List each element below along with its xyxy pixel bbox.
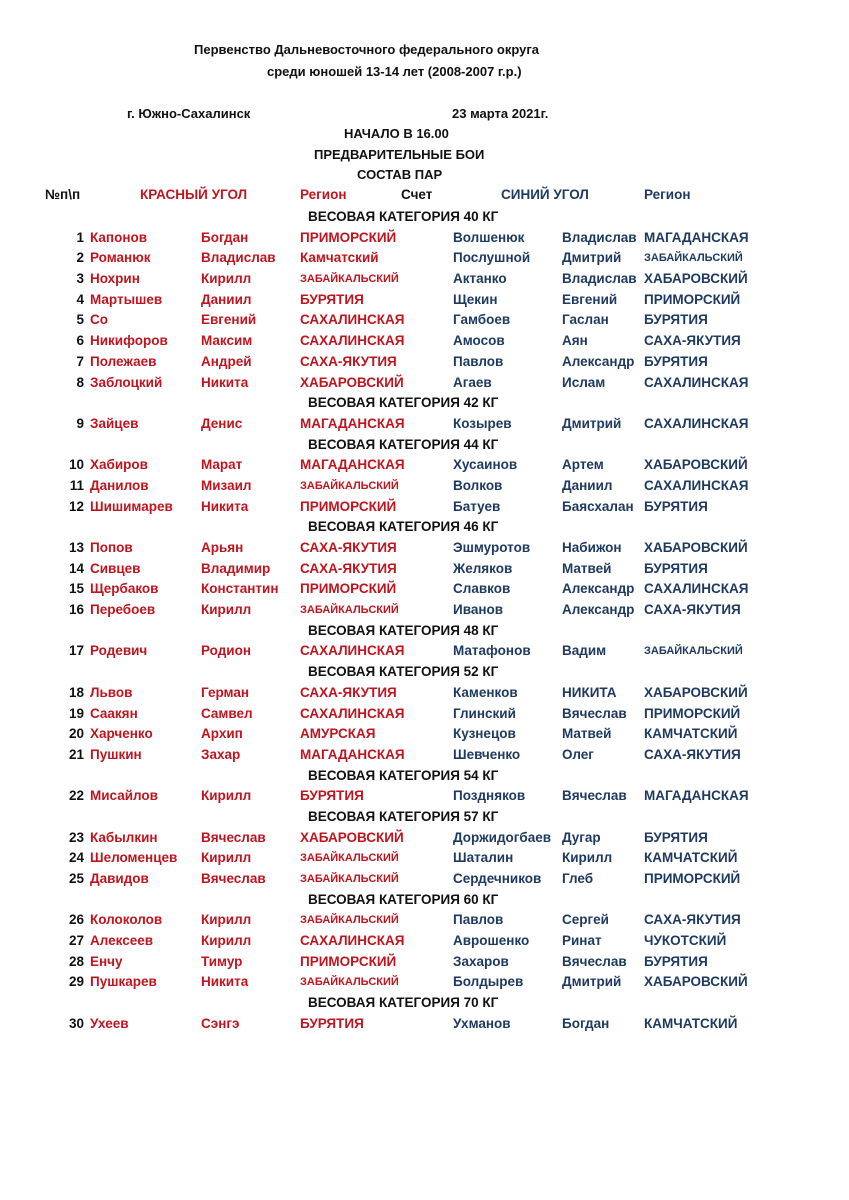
- blue-corner-surname: Ухманов: [453, 1015, 511, 1031]
- red-corner-name: Герман: [201, 684, 250, 700]
- blue-corner-surname: Актанко: [453, 271, 507, 287]
- bout-number: 2: [76, 250, 84, 266]
- red-corner-name: Самвел: [201, 705, 253, 721]
- blue-corner-name: Кирилл: [562, 850, 613, 866]
- red-corner-surname: Родевич: [90, 643, 148, 659]
- blue-corner-name: Артем: [562, 457, 604, 473]
- red-corner-surname: Енчу: [90, 953, 123, 969]
- red-corner-region: САХА-ЯКУТИЯ: [300, 353, 397, 369]
- bout-number: 26: [68, 912, 84, 928]
- blue-corner-surname: Щекин: [453, 291, 498, 307]
- weight-category-row: [0, 890, 849, 911]
- bout-row: [0, 373, 849, 394]
- document-subtitle: среди юношей 13-14 лет (2008-2007 г.р.): [267, 64, 522, 79]
- red-corner-name: Вячеслав: [201, 829, 266, 845]
- red-corner-name: Андрей: [201, 353, 252, 369]
- blue-corner-surname: Захаров: [453, 953, 509, 969]
- red-corner-region: Камчатский: [300, 250, 379, 266]
- column-blue-region: Регион: [644, 187, 691, 202]
- red-corner-surname: Мисайлов: [90, 788, 158, 804]
- weight-category-label: ВЕСОВАЯ КАТЕГОРИЯ 48 КГ: [308, 622, 499, 638]
- bout-row: [0, 786, 849, 807]
- red-corner-name: Кирилл: [201, 271, 252, 287]
- blue-corner-surname: Шевченко: [453, 746, 521, 762]
- red-corner-region: МАГАДАНСКАЯ: [300, 415, 405, 431]
- red-corner-surname: Пушкин: [90, 746, 142, 762]
- blue-corner-name: Владислав: [562, 229, 637, 245]
- start-time: НАЧАЛО В 16.00: [344, 126, 449, 141]
- blue-corner-region: САХА-ЯКУТИЯ: [644, 333, 741, 349]
- blue-corner-name: Глеб: [562, 871, 594, 886]
- weight-category-label: ВЕСОВАЯ КАТЕГОРИЯ 40 КГ: [308, 209, 499, 224]
- bout-number: 17: [68, 643, 84, 659]
- weight-category-row: [0, 435, 849, 456]
- bout-row: [0, 931, 849, 952]
- blue-corner-surname: Болдырев: [453, 974, 524, 990]
- blue-corner-name: Гаслан: [562, 312, 609, 328]
- blue-corner-surname: Козырев: [453, 415, 512, 431]
- blue-corner-name: Набижон: [562, 540, 622, 555]
- blue-corner-name: Евгений: [562, 291, 618, 307]
- blue-corner-region: КАМЧАТСКИЙ: [644, 1015, 738, 1031]
- blue-corner-region: САХА-ЯКУТИЯ: [644, 602, 741, 618]
- blue-corner-surname: Павлов: [453, 912, 504, 928]
- blue-corner-surname: Доржидогбаев: [453, 829, 552, 845]
- red-corner-surname: Шишимарев: [90, 498, 173, 514]
- blue-corner-name: Ринат: [562, 933, 602, 949]
- bout-row: [0, 290, 849, 311]
- red-corner-surname: Попов: [90, 540, 133, 555]
- column-number: №п\п: [45, 187, 81, 202]
- blue-corner-region: ЗАБАЙКАЛЬСКИЙ: [644, 645, 743, 658]
- bout-number: 5: [76, 312, 84, 328]
- weight-category-row: [0, 807, 849, 828]
- bout-number: 19: [68, 705, 84, 721]
- column-blue-corner: СИНИЙ УГОЛ: [501, 187, 589, 202]
- blue-corner-name: Вячеслав: [562, 953, 627, 969]
- blue-corner-name: Ислам: [562, 374, 606, 390]
- red-corner-name: Владимир: [201, 560, 271, 576]
- blue-corner-surname: Глинский: [453, 705, 516, 721]
- red-corner-name: Максим: [201, 333, 253, 349]
- blue-corner-region: БУРЯТИЯ: [644, 353, 708, 369]
- bout-number: 29: [68, 974, 84, 990]
- blue-corner-surname: Волшенюк: [453, 229, 525, 245]
- blue-corner-region: ПРИМОРСКИЙ: [644, 871, 741, 886]
- red-corner-name: Сэнгэ: [201, 1015, 240, 1031]
- red-corner-name: Родион: [201, 643, 252, 659]
- red-corner-region: БУРЯТИЯ: [300, 291, 364, 307]
- red-corner-region: САХА-ЯКУТИЯ: [300, 684, 397, 700]
- blue-corner-region: БУРЯТИЯ: [644, 829, 708, 845]
- red-corner-region: БУРЯТИЯ: [300, 788, 364, 804]
- bout-number: 16: [68, 602, 84, 618]
- red-corner-surname: Со: [90, 312, 108, 328]
- bout-row: [0, 869, 849, 890]
- blue-corner-surname: Гамбоев: [453, 312, 511, 328]
- bout-number: 14: [68, 560, 84, 576]
- bout-row: [0, 972, 849, 993]
- red-corner-region: ЗАБАЙКАЛЬСКИЙ: [300, 479, 399, 492]
- red-corner-name: Архип: [201, 726, 243, 742]
- weight-category-label: ВЕСОВАЯ КАТЕГОРИЯ 70 КГ: [308, 995, 499, 1011]
- column-score: Счет: [401, 187, 433, 202]
- bout-number: 13: [68, 540, 84, 555]
- blue-corner-name: Дмитрий: [562, 250, 622, 266]
- bout-row: [0, 559, 849, 580]
- red-corner-region: САХАЛИНСКАЯ: [300, 312, 405, 328]
- pairs-table: [0, 207, 849, 1035]
- weight-category-row: [0, 517, 849, 538]
- weight-category-label: ВЕСОВАЯ КАТЕГОРИЯ 52 КГ: [308, 664, 499, 680]
- bout-row: [0, 310, 849, 331]
- red-corner-region: БУРЯТИЯ: [300, 1015, 364, 1031]
- bout-number: 24: [68, 850, 84, 866]
- pairs-title: СОСТАВ ПАР: [357, 167, 443, 182]
- red-corner-region: МАГАДАНСКАЯ: [300, 457, 405, 473]
- blue-corner-region: ХАБАРОВСКИЙ: [644, 457, 748, 473]
- bout-row: [0, 248, 849, 269]
- red-corner-region: ЗАБАЙКАЛЬСКИЙ: [300, 852, 399, 865]
- blue-corner-region: САХАЛИНСКАЯ: [644, 477, 749, 493]
- red-corner-surname: Кабылкин: [90, 829, 158, 845]
- bout-row: [0, 269, 849, 290]
- blue-corner-region: САХА-ЯКУТИЯ: [644, 912, 741, 928]
- column-red-region: Регион: [300, 187, 347, 202]
- event-date: 23 марта 2021г.: [452, 106, 549, 121]
- blue-corner-name: Александр: [562, 353, 635, 369]
- red-corner-surname: Нохрин: [90, 271, 140, 287]
- red-corner-name: Кирилл: [201, 788, 252, 804]
- red-corner-surname: Хабиров: [90, 457, 148, 473]
- bout-row: [0, 497, 849, 518]
- blue-corner-region: САХАЛИНСКАЯ: [644, 581, 749, 597]
- red-corner-surname: Заблоцкий: [90, 374, 163, 390]
- red-corner-surname: Перебоев: [90, 602, 156, 618]
- bout-number: 11: [69, 477, 84, 493]
- blue-corner-surname: Поздняков: [453, 788, 526, 804]
- blue-corner-surname: Амосов: [453, 333, 505, 349]
- bout-number: 28: [68, 953, 84, 969]
- blue-corner-surname: Иванов: [453, 602, 504, 618]
- bout-row: [0, 352, 849, 373]
- red-corner-surname: Ухеев: [90, 1015, 129, 1031]
- weight-category-label: ВЕСОВАЯ КАТЕГОРИЯ 46 КГ: [308, 519, 499, 535]
- bout-number: 15: [68, 581, 84, 597]
- document-title: Первенство Дальневосточного федерального округа: [194, 42, 539, 57]
- bout-row: [0, 414, 849, 435]
- bout-row: [0, 600, 849, 621]
- bout-number: 12: [68, 498, 84, 514]
- bout-number: 6: [76, 333, 84, 349]
- blue-corner-name: НИКИТА: [562, 684, 617, 700]
- red-corner-region: САХАЛИНСКАЯ: [300, 333, 405, 349]
- red-corner-name: Мизаил: [201, 477, 252, 493]
- red-corner-region: ЗАБАЙКАЛЬСКИЙ: [300, 873, 399, 885]
- blue-corner-name: Даниил: [562, 477, 613, 493]
- red-corner-name: Владислав: [201, 250, 276, 266]
- blue-corner-surname: Славков: [453, 581, 511, 597]
- blue-corner-name: Вячеслав: [562, 788, 627, 804]
- blue-corner-surname: Аврошенко: [453, 933, 530, 949]
- blue-corner-name: Сергей: [562, 912, 609, 928]
- red-corner-region: САХАЛИНСКАЯ: [300, 705, 405, 721]
- bout-number: 21: [68, 746, 84, 762]
- red-corner-surname: Колоколов: [90, 912, 163, 928]
- bout-row: [0, 538, 849, 559]
- blue-corner-surname: Матафонов: [453, 643, 531, 659]
- blue-corner-name: Александр: [562, 602, 635, 618]
- red-corner-surname: Харченко: [90, 726, 153, 742]
- blue-corner-name: Александр: [562, 581, 635, 597]
- bout-number: 4: [76, 291, 84, 307]
- bout-row: [0, 952, 849, 973]
- blue-corner-surname: Желяков: [453, 560, 513, 576]
- red-corner-name: Денис: [201, 415, 243, 431]
- bout-number: 8: [76, 374, 84, 390]
- red-corner-name: Константин: [201, 581, 279, 597]
- red-corner-region: САХАЛИНСКАЯ: [300, 643, 405, 659]
- bout-row: [0, 848, 849, 869]
- red-corner-name: Тимур: [201, 953, 243, 969]
- red-corner-name: Кирилл: [201, 602, 252, 618]
- blue-corner-name: Матвей: [562, 560, 612, 576]
- weight-category-row: [0, 207, 849, 228]
- red-corner-region: ЗАБАЙКАЛЬСКИЙ: [300, 273, 399, 286]
- blue-corner-region: ХАБАРОВСКИЙ: [644, 271, 748, 287]
- red-corner-region: ПРИМОРСКИЙ: [300, 581, 397, 597]
- red-corner-region: ЗАБАЙКАЛЬСКИЙ: [300, 914, 399, 927]
- red-corner-name: Марат: [201, 457, 243, 473]
- bout-number: 10: [68, 457, 84, 473]
- blue-corner-surname: Эшмуротов: [453, 540, 531, 555]
- column-red-corner: КРАСНЫЙ УГОЛ: [140, 187, 248, 202]
- red-corner-region: ЗАБАЙКАЛЬСКИЙ: [300, 604, 399, 617]
- blue-corner-surname: Батуев: [453, 498, 501, 514]
- blue-corner-surname: Каменков: [453, 684, 518, 700]
- blue-corner-region: ХАБАРОВСКИЙ: [644, 684, 748, 700]
- bout-row: [0, 745, 849, 766]
- blue-corner-surname: Кузнецов: [453, 726, 516, 742]
- red-corner-name: Даниил: [201, 291, 252, 307]
- blue-corner-region: САХАЛИНСКАЯ: [644, 374, 749, 390]
- red-corner-name: Кирилл: [201, 850, 252, 866]
- weight-category-row: [0, 393, 849, 414]
- bout-row: [0, 910, 849, 931]
- red-corner-region: ПРИМОРСКИЙ: [300, 498, 397, 514]
- blue-corner-region: БУРЯТИЯ: [644, 312, 708, 328]
- blue-corner-name: Баясхалан: [562, 498, 634, 514]
- red-corner-region: САХАЛИНСКАЯ: [300, 933, 405, 949]
- bout-number: 20: [68, 726, 84, 742]
- red-corner-surname: Саакян: [90, 705, 138, 721]
- blue-corner-name: Матвей: [562, 726, 612, 742]
- blue-corner-region: БУРЯТИЯ: [644, 953, 708, 969]
- blue-corner-region: КАМЧАТСКИЙ: [644, 726, 738, 742]
- bout-row: [0, 828, 849, 849]
- red-corner-region: ЗАБАЙКАЛЬСКИЙ: [300, 976, 399, 989]
- blue-corner-name: Дмитрий: [562, 974, 622, 990]
- stage-title: ПРЕДВАРИТЕЛЬНЫЕ БОИ: [314, 147, 485, 162]
- blue-corner-region: МАГАДАНСКАЯ: [644, 229, 749, 245]
- bout-row: [0, 641, 849, 662]
- red-corner-surname: Данилов: [90, 477, 149, 493]
- red-corner-surname: Шеломенцев: [90, 850, 178, 866]
- red-corner-region: АМУРСКАЯ: [300, 726, 376, 742]
- bout-number: 18: [68, 684, 84, 700]
- blue-corner-name: Владислав: [562, 271, 637, 287]
- red-corner-name: Евгений: [201, 312, 257, 328]
- blue-corner-surname: Агаев: [453, 374, 492, 390]
- bout-row: [0, 455, 849, 476]
- red-corner-surname: Романюк: [90, 250, 151, 266]
- blue-corner-name: Олег: [562, 746, 594, 762]
- red-corner-region: САХА-ЯКУТИЯ: [300, 560, 397, 576]
- red-corner-region: ПРИМОРСКИЙ: [300, 953, 397, 969]
- bout-number: 7: [76, 353, 84, 369]
- blue-corner-surname: Шаталин: [453, 850, 514, 866]
- red-corner-name: Богдан: [201, 229, 249, 245]
- red-corner-surname: Алексеев: [90, 933, 154, 949]
- blue-corner-name: Дугар: [562, 829, 601, 845]
- blue-corner-name: Богдан: [562, 1015, 610, 1031]
- bout-number: 30: [68, 1015, 84, 1031]
- red-corner-name: Кирилл: [201, 912, 252, 928]
- blue-corner-name: Аян: [562, 333, 588, 349]
- bout-number: 1: [76, 229, 84, 245]
- red-corner-name: Вячеслав: [201, 871, 266, 886]
- red-corner-surname: Пушкарев: [90, 974, 157, 990]
- bout-number: 9: [76, 415, 84, 431]
- weight-category-row: [0, 621, 849, 642]
- red-corner-name: Никита: [201, 974, 249, 990]
- blue-corner-surname: Послушной: [453, 250, 531, 266]
- red-corner-surname: Сивцев: [90, 560, 141, 576]
- bout-number: 23: [68, 829, 84, 845]
- event-city: г. Южно-Сахалинск: [127, 106, 251, 121]
- bout-number: 27: [68, 933, 84, 949]
- red-corner-name: Кирилл: [201, 933, 252, 949]
- red-corner-surname: Капонов: [90, 229, 148, 245]
- weight-category-label: ВЕСОВАЯ КАТЕГОРИЯ 42 КГ: [308, 395, 499, 411]
- red-corner-region: ПРИМОРСКИЙ: [300, 229, 397, 245]
- blue-corner-surname: Хусаинов: [453, 457, 518, 473]
- red-corner-name: Никита: [201, 374, 249, 390]
- blue-corner-region: ПРИМОРСКИЙ: [644, 291, 741, 307]
- bout-row: [0, 724, 849, 745]
- blue-corner-region: САХА-ЯКУТИЯ: [644, 746, 741, 762]
- weight-category-row: [0, 662, 849, 683]
- blue-corner-region: ЗАБАЙКАЛЬСКИЙ: [644, 252, 743, 265]
- red-corner-name: Никита: [201, 498, 249, 514]
- weight-category-label: ВЕСОВАЯ КАТЕГОРИЯ 44 КГ: [308, 436, 499, 452]
- red-corner-surname: Зайцев: [90, 415, 139, 431]
- weight-category-label: ВЕСОВАЯ КАТЕГОРИЯ 57 КГ: [308, 808, 499, 824]
- blue-corner-name: Дмитрий: [562, 415, 622, 431]
- blue-corner-surname: Волков: [453, 477, 503, 493]
- blue-corner-surname: Павлов: [453, 353, 504, 369]
- blue-corner-region: ХАБАРОВСКИЙ: [644, 540, 748, 555]
- red-corner-region: ХАБАРОВСКИЙ: [300, 829, 404, 845]
- bout-row: [0, 476, 849, 497]
- red-corner-surname: Никифоров: [90, 333, 168, 349]
- blue-corner-region: БУРЯТИЯ: [644, 560, 708, 576]
- blue-corner-name: Вадим: [562, 643, 607, 659]
- red-corner-region: ХАБАРОВСКИЙ: [300, 374, 404, 390]
- blue-corner-region: БУРЯТИЯ: [644, 498, 708, 514]
- blue-corner-region: КАМЧАТСКИЙ: [644, 850, 738, 866]
- blue-corner-region: ЧУКОТСКИЙ: [644, 933, 727, 949]
- weight-category-label: ВЕСОВАЯ КАТЕГОРИЯ 60 КГ: [308, 891, 499, 907]
- blue-corner-region: САХАЛИНСКАЯ: [644, 415, 749, 431]
- red-corner-surname: Львов: [90, 684, 133, 700]
- red-corner-region: САХА-ЯКУТИЯ: [300, 540, 397, 555]
- bout-row: [0, 1014, 849, 1035]
- red-corner-region: МАГАДАНСКАЯ: [300, 746, 405, 762]
- red-corner-name: Арьян: [201, 540, 244, 555]
- red-corner-surname: Давидов: [90, 871, 149, 886]
- bout-row: [0, 331, 849, 352]
- bout-number: 22: [68, 788, 84, 804]
- blue-corner-region: ПРИМОРСКИЙ: [644, 705, 741, 721]
- blue-corner-region: МАГАДАНСКАЯ: [644, 788, 749, 804]
- weight-category-label: ВЕСОВАЯ КАТЕГОРИЯ 54 КГ: [308, 767, 499, 783]
- red-corner-name: Захар: [201, 746, 241, 762]
- bout-row: [0, 228, 849, 249]
- bout-row: [0, 683, 849, 704]
- red-corner-surname: Полежаев: [90, 353, 157, 369]
- bout-row: [0, 579, 849, 600]
- blue-corner-name: Вячеслав: [562, 705, 627, 721]
- blue-corner-surname: Сердечников: [453, 871, 542, 886]
- bout-number: 25: [68, 871, 84, 886]
- weight-category-row: [0, 766, 849, 787]
- bout-row: [0, 704, 849, 725]
- red-corner-surname: Мартышев: [90, 291, 163, 307]
- bout-number: 3: [76, 271, 84, 287]
- weight-category-row: [0, 993, 849, 1014]
- blue-corner-region: ХАБАРОВСКИЙ: [644, 974, 748, 990]
- red-corner-surname: Щербаков: [90, 581, 159, 597]
